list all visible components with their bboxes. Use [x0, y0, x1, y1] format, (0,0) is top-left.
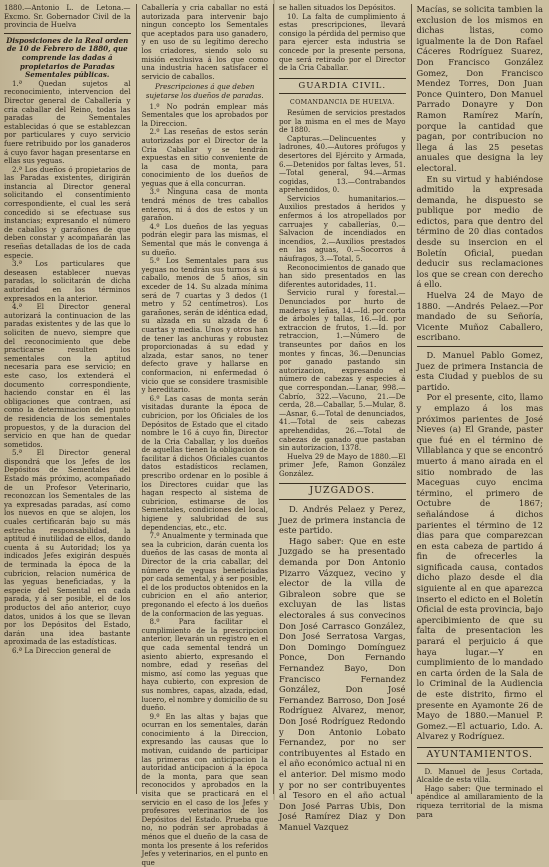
paragraph: 1.º No podrán emplear más Sementales que los aprobados por la Direccion.: [141, 101, 268, 128]
paragraph: Caballería y cria caballar no está autorizada para intervenir bajo ningun concepto los Sementales que aceptados para uso ganadero, y en uso de su legítimo derecho los criadores, siendo solo su misión exclusiva á los que como una industria hacen satisfacer el servicio de caballos.: [141, 3, 268, 81]
paragraph: 2.º Las reseñas de estos serán autorizadas por el Director de la Cria Caballar y se tendrán expuestas en sitio conveniente de la casa de monta, para conocimiento de los dueños de yeguas que á ella concurran.: [141, 127, 268, 188]
paragraph: 10. La falta de cumplimiento á estas prescripciones, llevará consigo la pérdida del permiso que para ejercer esta industria se concede por la presente persona, que será retirado por el Director de la Cria Caballar.: [279, 11, 406, 73]
paragraph: 1880.—Antonio L. de Letona.— Excmo. Sr. Gobernador Civil de la provincia de Huelva: [4, 3, 131, 30]
divider: [417, 346, 544, 347]
divider: [4, 33, 131, 34]
paragraph: 9.º En las altas y bajas que ocurran en los sementales, darán conocimiento á la Direccion, expresando las causas que lo motivan, cuidando de participar las primeras con anticipacion la autoridad anticipacion á la época de la monta, para que sean reconocidos y aprobados en la visita que se practicará en el servicio en el caso de los Jefes y profesores veterinarios de los Depósitos del Estado. Prueba que no, no podrán ser aprobadas á ménos que el dueño de la casa de monta los presente á los referidos Jefes y veterinarios, en el punto en que: [141, 711, 268, 867]
paragraph: Macías, se solicita tambien la exclusion de los mismos en dichas listas, como igualmente la de Don Rafael Cáceres Rodríguez Suarez, Don Francisco González Gomez, Don Francisco Mendez Torres, Don Juan Ponce Quintero, Don Manuel Parrado Donayre y Don Ramon Ramírez Marín, porque la cantidad que pagan, por contribucion no llega á las 25 pesetas anuales que designa la ley electoral.: [416, 4, 543, 173]
paragraph: Servicios humanitarios.—Auxilios prestados á heridos y enfermos á los atropellados por carruajes y caballerías, 0.—Salvacion de incendiados en incendios, 2.—Auxilios prestados en las aguas, 0.—Socorros á náufragos, 3.—Total, 5.: [279, 193, 406, 264]
juzgado-notice: [279, 504, 406, 832]
paragraph: Servicio rural y forestal.—Denunciados por hurto de maderas y leñas, 14.—Id. por corta de árboles y tallas, 16.—Id. por extraccion de frutos, 1.—Id. por retraccion, 1.—Número de transeuntes por daños en los montes y fincas, 36.—Denuncias por ganado pastando sin autorizacion, expresando el número de cabezas y especies á que correspondan.—Lanar, 998.—Cabrío, 322.—Vacuno, 21.—De cerda, 28.—Caballar, 5.—Mular, 8.—Asnar, 6.—Total de denunciados, 41.—Total de seis cabezas aprehendidas, 26.—Total de cabezas de ganado que pastaban sin autorizacion, 1378.: [279, 288, 406, 453]
column-2: [141, 3, 269, 867]
paragraph: 6.ª La Direccion general de: [12, 645, 111, 655]
paragraph: 5.º Los Sementales para sus yeguas no tendrán sus turnos á su caballo, menos de 5 años, sin exceder de 14. Su alzada mínima será de 7 cuartas y 3 dedos (1 metro y 52 centímetros). Los garañones, serán de idéntica edad, su alzada en su alzada de 6 cuartas y media. Unos y otros han de tener las anchuras y robustez proporcionadas á su edad y alzada, estar sanos, no tener defecto grave y hallarse en conformacion, ni enfermedad ó vicio que se considere trasmisible y hereditario.: [141, 256, 268, 395]
paragraph: 4.º Los dueños de las yeguas podrán elegir para las mismas, el Semental que más le convenga á su dueño.: [141, 221, 268, 257]
column-divider: [136, 4, 137, 794]
section-heading-ayuntamientos: AYUNTAMIENTOS.: [417, 747, 544, 764]
page-fold-shadow: [273, 0, 275, 800]
notice-continuation: [417, 4, 544, 742]
signature: Huelva 29 de Mayo de 1880.—El primer Jefe, Ramon González González.: [279, 451, 406, 478]
paragraph: 4.ª El Director general autorizará la continuacion de las paradas existentes y de las que lo soliciten de nuevo, siempre que del reconocimiento que debe practicarse resulten los sementales con la aptitud necesaria para ese servicio; en este caso, los extenderá el documento correspondiente, haciendo constar en él las obligaciones que contraen, así como la determinacion del punto de residencia de los sementales propuestos, y de la duracion del servicio en que han de quedar sometidos.: [4, 302, 131, 449]
section-heading-guardia-civil: GUARDIA CIVIL.: [279, 78, 406, 95]
paragraph: 3.º Ninguna casa de monta tendrá ménos de tres caballos enteros, ni á dos de estos y un garañon.: [141, 187, 268, 223]
section-subtitle: Prescripciones á que deben sujetarse los dueños de paradas.: [145, 82, 264, 100]
paragraph: Hago saber: Que en este Juzgado se ha presentado demanda por Don Antonio Pizarro Vázquez, vecino y elector de la villa de Gibraleon sobre que se excluyan de las listas electorales á sus convecinos Don José Carrasco González, Don José Serratosa Vargas, Don Domingo Domínguez Ponce, Don Fernando Fernandez Bayo, Don Francisco Fernandez González, Don José Fernandez Barroso, Don José Rodríguez Alvarez, menor, Don José Rodríguez Redondo y Don Antonio Lobato Fernandez, por no ser contribuyentes al Estado en el año económico actual ni en el anterior. Del mismo modo y por no ser contribuyentes al Tesoro en el año actual Don José Parras Ubis, Don José Ramírez Diaz y Don Manuel Vazquez: [279, 535, 406, 832]
paragraph: 3.ª Los particulares que deseasen establecer nuevas paradas, lo solicitarán de dicha autoridad en los términos expresados en la anterior.: [4, 259, 131, 303]
paragraph: 5.ª El Director general dispondrá que los Jefes de los Depósitos de Sementales del Estado más próximo, acompañado de un Profesor Veterinario, reconozcan los Sementales de las ya expresadas paradas, así como los nuevos en que se alojen, los cuales certificarán bajo su más estrecha responsabilidad, la aptitud é inutilidad de ellos, dando cuenta á su Autoridad; los ya indicados Jefes exigirán después de terminada la época de la cubricion, relacion numérica de las yeguas beneficiadas, y la especie del Semental en cada parada, y á ser posible, el de los productos del año anterior, cuyo datos, unidos á los que se llevan por los Depósitos del Estado, darán una idea bastante aproximada de las estadísticas.: [4, 448, 131, 647]
column-3: [279, 3, 406, 832]
section-heading-juzgados: JUZGADOS.: [279, 483, 406, 500]
column-divider: [411, 4, 412, 794]
paragraph: 7.º Anualmente y terminada que sea la cubricion, darán cuenta los dueños de las casas de monta al Director de la cria caballar, del número de yeguas beneficiadas por cada semental, y á ser posible, el de los productos obtenidos en la cubricion en el año anterior, pregonando el efecto á los dueños de la conformacion de las yeguas.: [141, 531, 268, 618]
column-1: [4, 4, 131, 794]
paragraph: 2.ª Los dueños ó propietarios de las Paradas existentes, dirigirán instancia al Director general solicitando el consentimiento correspondiente, el cual les será concedido si se efectuase sus instancias; expresando el número de caballos y garañones de que deben constar y acompañarán las reseñas detalladas de los de cada especie.: [4, 164, 131, 260]
column-4: [416, 4, 544, 819]
signature: Huelva 24 de Mayo de 1880. —Andrés Pelaez.—Por mandado de su Señoría, Vicente Muñoz Caballero, escribano.: [416, 290, 543, 343]
paragraph: se hallen situados los Depósitos.: [279, 3, 396, 12]
paragraph: Resúmen de servicios prestados por la misma en el mes de Mayo de 1880.: [279, 107, 406, 135]
paragraph: 6.º Las casas de monta serán visitadas durante la época de cubricion, por los Oficiales de los Depósitos de Estado que el citado nombre le 16 á cuyo fin, Director de la Cria Caballar, y los dueños de aquellas tienen la obligacion de facilitar á dichos Oficiales cuantos datos estadísticos reclamen, prescribo ordenar en lo posible á los Directores cuidar que las hagan respecto al sistema de cubricion, estimarse de los Sementales, condiciones del local, higiene y salubridad de sus dependencias, etc., etc.: [141, 393, 268, 532]
paragraph: D. Manuel de Jesus Cortada, Alcalde de esta villa.: [416, 766, 543, 785]
paragraph: Capturas.—Delincuentes y ladrones, 40.—Autores prófugos y desertores del Ejército y Armada, 6.—Detenidos por faltas leves, 51.—Total general, 94.—Armas cogidas, 13.—Contrabandos aprehendidos, 0.: [279, 133, 406, 195]
paragraph: 8.º Para facilitar el cumplimiento de la prescripcion anterior, llevarán un registro en el que cada semental tendrá un asiento abierto, expresando el nombre, edad y reseñas del mismo, así como las yeguas que haya cubierto, con expresion de sus nombres, capas, alzada, edad, lucero, el nombre y domicilio de su dueño.: [141, 617, 268, 713]
paragraph: Reconocimientos de ganado que han sido presentados en las diferentes autoridades, 11.: [279, 262, 406, 289]
paragraph: D. Andrés Pelaez y Perez, Juez de primera instancia de este partido.: [279, 504, 406, 536]
section-subheading: COMANDANCIA DE HUELVA.: [289, 98, 395, 107]
paragraph: Hago saber: Que terminado el apéndice al amillaramiento de la riqueza territorial de la misma para: [416, 783, 543, 819]
section-title: Disposiciones de la Real orden de 10 de Febrero de 1880, que comprende las dadas á propietarios de Paradas Sementales públicas.: [6, 35, 129, 80]
paragraph: D. Manuel Pablo Gomez, Juez de primera Instancia de esta Ciudad y pueblos de su partido.: [416, 350, 543, 392]
paragraph: En su virtud y habiéndose admitido la expresada demanda, he dispuesto se publique por medio de edictos, para que dentro del término de 20 dias contados desde su insercion en el Boletín Oficial, puedan deducir sus reclamaciones los que se crean con derecho á ello.: [416, 173, 543, 290]
paragraph: 1.ª Quedan sujetos al reconocimiento, intervencion del Director general de Caballería y cria caballar del Reino, todas las paradas de Sementales establecidas ó que se establezcan por particulares y cuyo servicio fuere retribuido por los ganaderos á cuyo favor hagan presentarse en ellas sus yeguas.: [4, 78, 131, 166]
paragraph: Por el presente, cito, llamo y emplazo á los mas próximos parientes de José Nieves (a) El Grande, paster que fué en el término de Villablanca y que se encontró muerto á mano airada en el sitio nombrado de las Maceguas cuyo encima término, el primero de Octubre de 1867; señalándose á dichos parientes el término de 12 dias para que comparezcan en esta cabeza de partido á fin de ofrecerles la significada causa, contados dicho plazo desde el dia siguiente al en que aparezca inserto el edicto en el Boletín Oficial de esta provincia, bajo apercibimiento de que su falta de presentacion les parará el perjuicio á que haya lugar.—Y en cumplimiento de lo mandado en carta órden de la Sala de lo Criminal de la Audiencia de este distrito, firmo el presente en Ayamonte 26 de Mayo de 1880.—Manuel P. Gomez.—El actuario, Ldo. A. Alvarez y Rodríguez.: [416, 392, 543, 742]
